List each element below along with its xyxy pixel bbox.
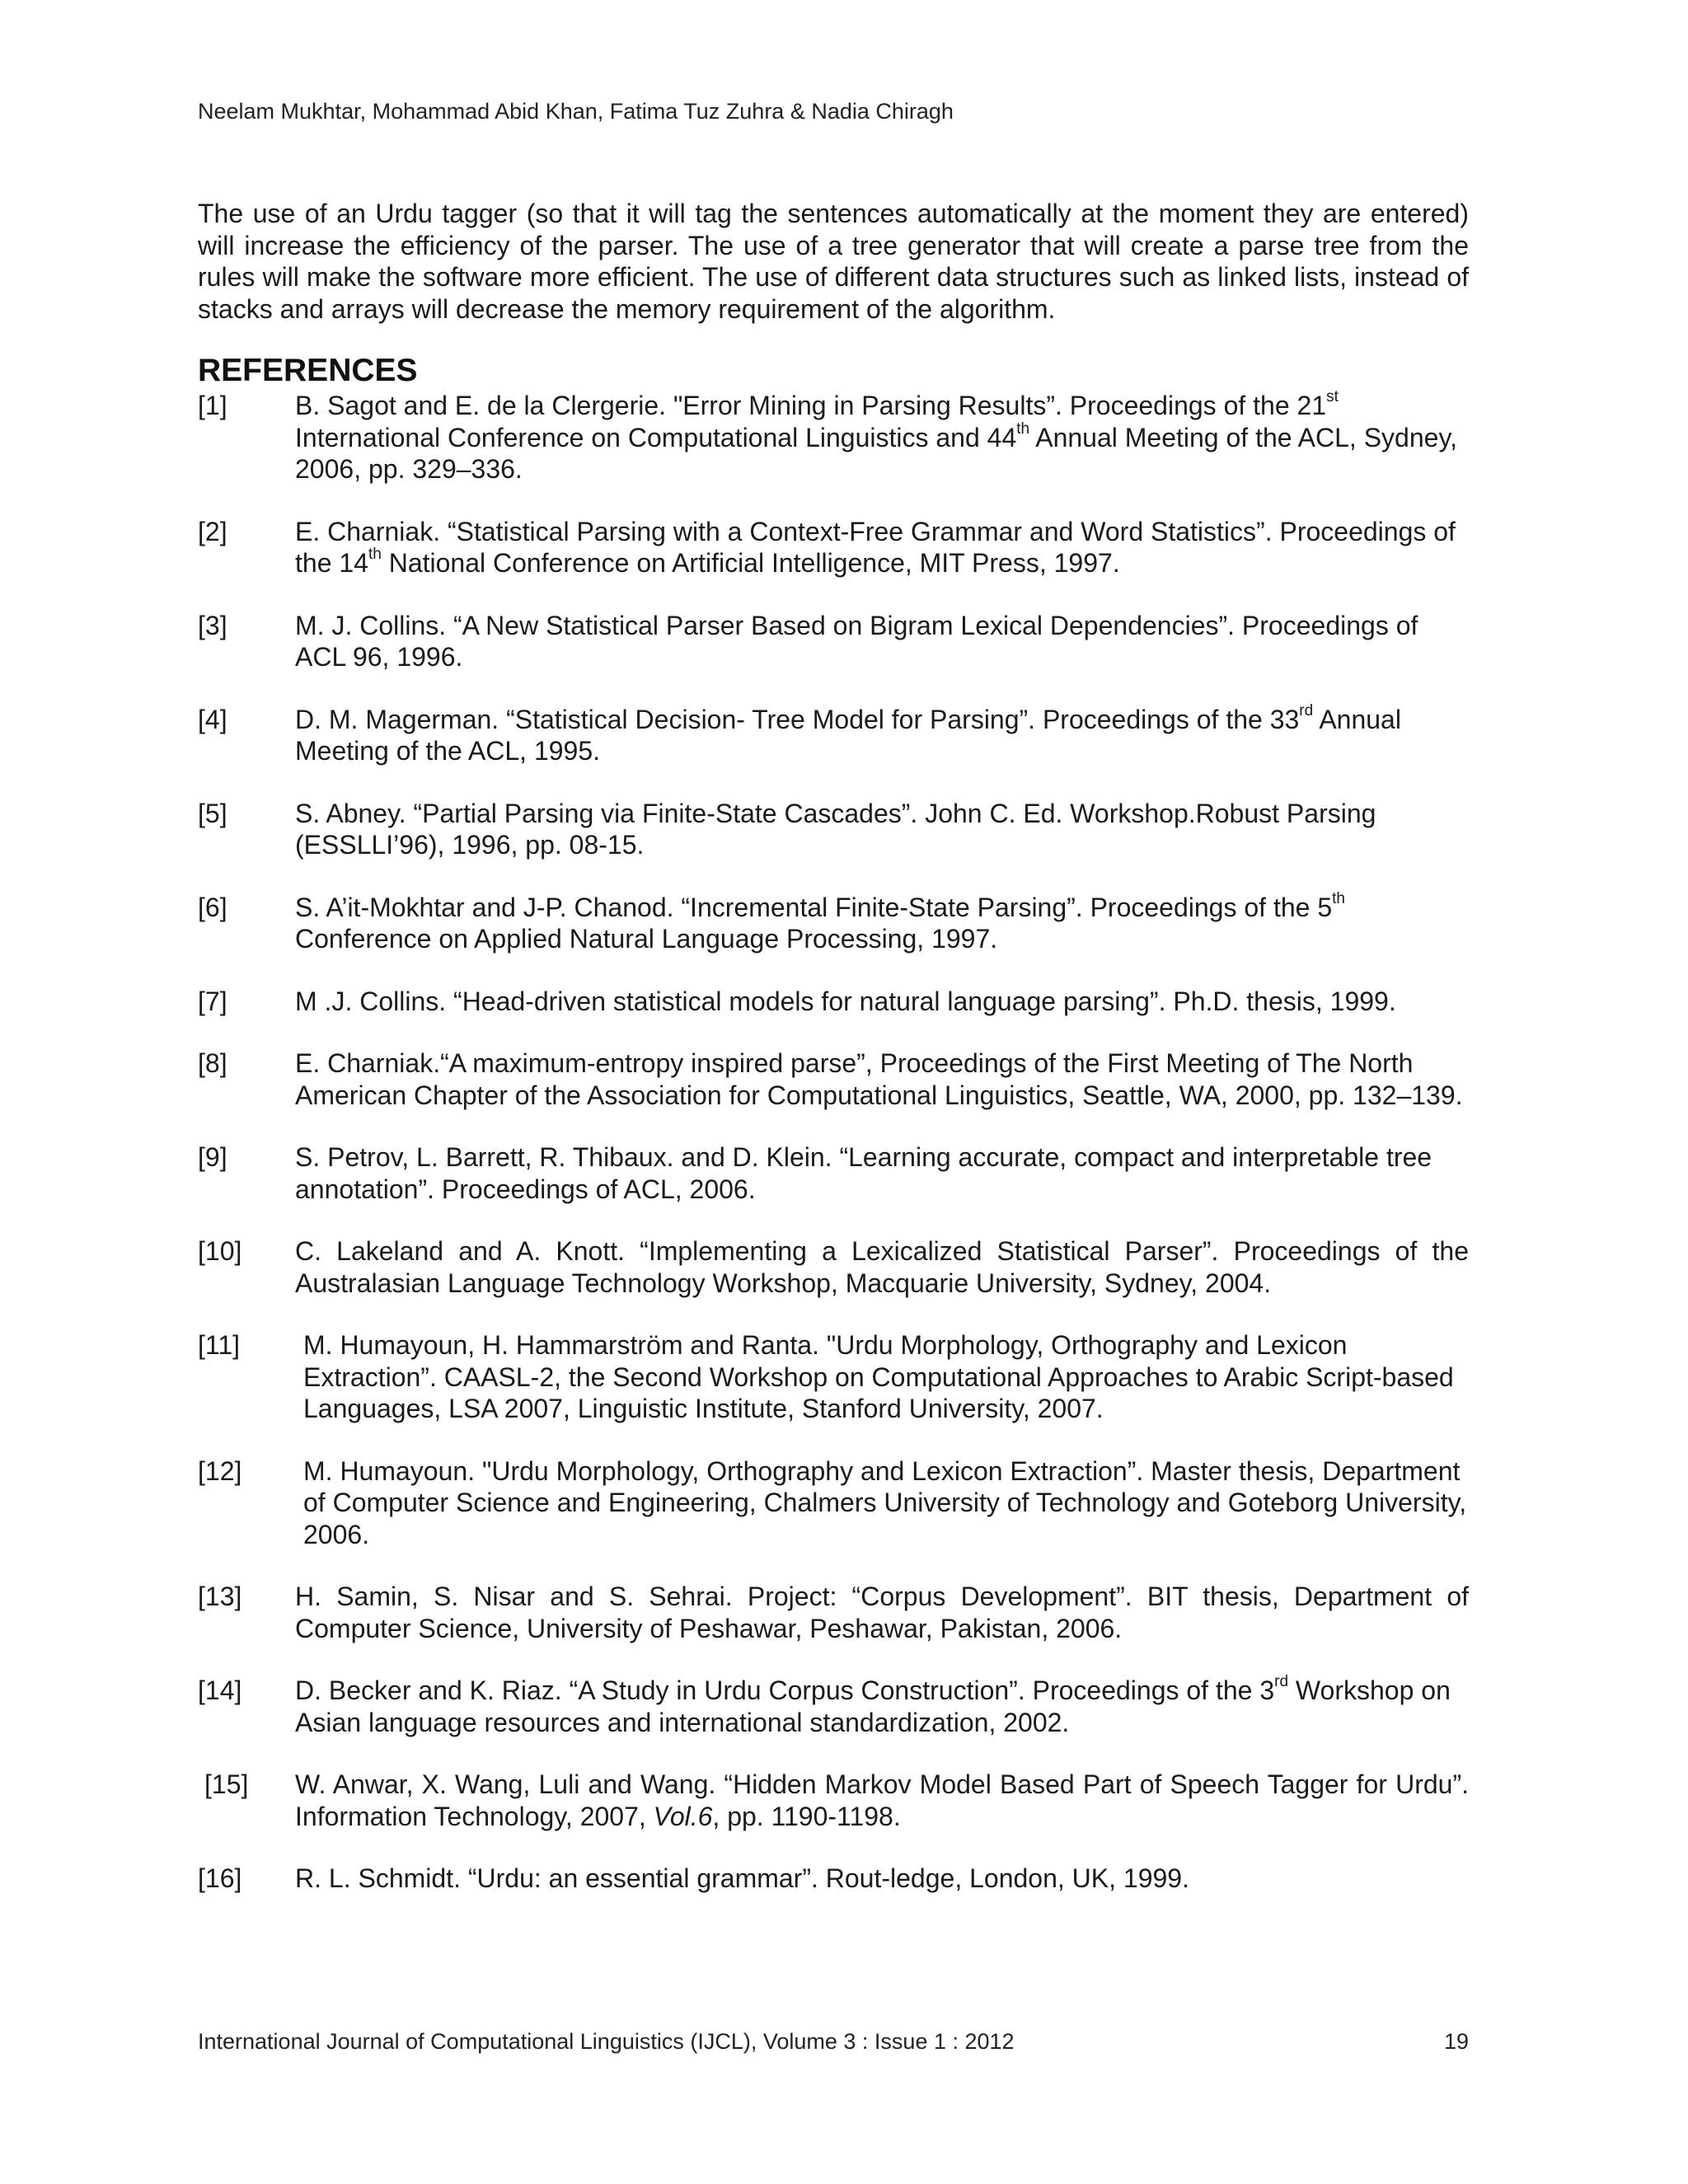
reference-item-11 <box>198 1329 1469 1425</box>
footer-journal-info: International Journal of Computational Linguistics (IJCL), Volume 3 : Issue 1 : 2012 <box>198 2029 1015 2054</box>
reference-text: M. Humayoun. "Urdu Morphology, Orthography and Lexicon Extraction”. Master thesis, Department of Computer Science and Engineering, Chalmers University of Technology and Goteborg University, 2006. <box>303 1455 1467 1549</box>
reference-text: M .J. Collins. “Head-driven statistical models for natural language parsing”. Ph.D. thesis, 1999. <box>295 986 1396 1016</box>
reference-number: [4] <box>198 704 227 734</box>
reference-number: [13] <box>198 1582 242 1611</box>
reference-text: C. Lakeland and A. Knott. “Implementing a Lexicalized Statistical Parser”. Proceedings of the Australasian Language Technology Workshop, Macquarie University, Sydney, 2004. <box>295 1236 1469 1298</box>
references-heading: REFERENCES <box>198 353 418 388</box>
reference-number: [14] <box>198 1675 242 1705</box>
intro-paragraph: The use of an Urdu tagger (so that it will tag the sentences automatically at the moment they are entered) will increase the efficiency of the parser. The use of a tree generator that will create a parse tree from the rules will make the software more efficient. The use of different data structures such as linked lists, instead of stacks and arrays will decrease the memory requirement of the algorithm. <box>198 199 1469 324</box>
reference-text: B. Sagot and E. de la Clergerie. "Error Mining in Parsing Results”. Proceedings of the 21st International Conference on Computational Linguistics and 44th Annual Meeting of the ACL, Sydney, 2006, pp. 329–336. <box>295 388 1457 484</box>
reference-item-16 <box>198 1863 1469 1895</box>
references-list <box>198 390 1469 1925</box>
reference-text: W. Anwar, X. Wang, Luli and Wang. “Hidden Markov Model Based Part of Speech Tagger for Urdu”. Information Technology, 2007, Vol.6, pp. 1190-1198. <box>295 1769 1469 1831</box>
reference-number: [3] <box>198 610 227 640</box>
reference-text: H. Samin, S. Nisar and S. Sehrai. Project: “Corpus Development”. BIT thesis, Department of Computer Science, University of Peshawar, Peshawar, Pakistan, 2006. <box>295 1582 1469 1643</box>
reference-number: [16] <box>198 1863 242 1893</box>
reference-item-8 <box>198 1047 1469 1111</box>
reference-number: [1] <box>198 391 227 420</box>
reference-number: [8] <box>198 1048 227 1078</box>
page-number: 19 <box>1443 2029 1469 2054</box>
reference-text: S. Petrov, L. Barrett, R. Thibaux. and D. Klein. “Learning accurate, compact and interpretable tree annotation”. Proceedings of ACL, 2006. <box>295 1142 1432 1204</box>
reference-number: [10] <box>198 1236 242 1266</box>
reference-item-7 <box>198 986 1469 1018</box>
reference-number: [7] <box>198 986 227 1016</box>
reference-text: E. Charniak.“A maximum-entropy inspired parse”, Proceedings of the First Meeting of The North American Chapter of the Association for Computational Linguistics, Seattle, WA, 2000, pp. 132–139. <box>295 1048 1463 1110</box>
reference-item-4 <box>198 701 1469 767</box>
reference-item-1 <box>198 390 1469 485</box>
reference-text: R. L. Schmidt. “Urdu: an essential grammar”. Rout-ledge, London, UK, 1999. <box>295 1863 1189 1893</box>
reference-number: [12] <box>198 1455 242 1486</box>
reference-item-12 <box>198 1455 1469 1551</box>
reference-text: S. A’it-Mokhtar and J-P. Chanod. “Incremental Finite-State Parsing”. Proceedings of the 5th Conference on Applied Natural Language Processing, 1997. <box>295 889 1345 954</box>
reference-item-10 <box>198 1235 1469 1299</box>
reference-text: S. Abney. “Partial Parsing via Finite-State Cascades”. John C. Ed. Workshop.Robust Parsing (ESSLLI’96), 1996, pp. 08-15. <box>295 798 1376 860</box>
reference-item-6 <box>198 889 1469 955</box>
running-header-authors: Neelam Mukhtar, Mohammad Abid Khan, Fatima Tuz Zuhra & Nadia Chiragh <box>198 99 954 124</box>
reference-number: [11] <box>198 1330 240 1360</box>
reference-number: [15] <box>204 1769 249 1799</box>
reference-text: M. J. Collins. “A New Statistical Parser Based on Bigram Lexical Dependencies”. Proceedings of ACL 96, 1996. <box>295 610 1418 672</box>
reference-text: D. Becker and K. Riaz. “A Study in Urdu Corpus Construction”. Proceedings of the 3rd Workshop on Asian language resources and international standardization, 2002. <box>295 1673 1451 1737</box>
reference-text: M. Humayoun, H. Hammarström and Ranta. "Urdu Morphology, Orthography and Lexicon Extraction”. CAASL-2, the Second Workshop on Computational Approaches to Arabic Script-based Languages, LSA 2007, Linguistic Institute, Stanford University, 2007. <box>303 1330 1454 1423</box>
reference-item-3 <box>198 610 1469 673</box>
reference-number: [9] <box>198 1142 227 1172</box>
reference-text: D. M. Magerman. “Statistical Decision- Tree Model for Parsing”. Proceedings of the 33rd Annual Meeting of the ACL, 1995. <box>295 701 1401 766</box>
reference-item-5 <box>198 798 1469 861</box>
reference-item-2 <box>198 516 1469 579</box>
reference-item-14 <box>198 1675 1469 1738</box>
reference-item-13 <box>198 1581 1469 1644</box>
reference-item-15 <box>198 1769 1469 1832</box>
reference-text: E. Charniak. “Statistical Parsing with a Context-Free Grammar and Word Statistics”. Proceedings of the 14th National Conference on Artificial Intelligence, MIT Press, 1997. <box>295 516 1456 578</box>
reference-number: [5] <box>198 798 227 828</box>
reference-number: [2] <box>198 516 227 546</box>
reference-item-9 <box>198 1141 1469 1205</box>
reference-number: [6] <box>198 892 227 922</box>
